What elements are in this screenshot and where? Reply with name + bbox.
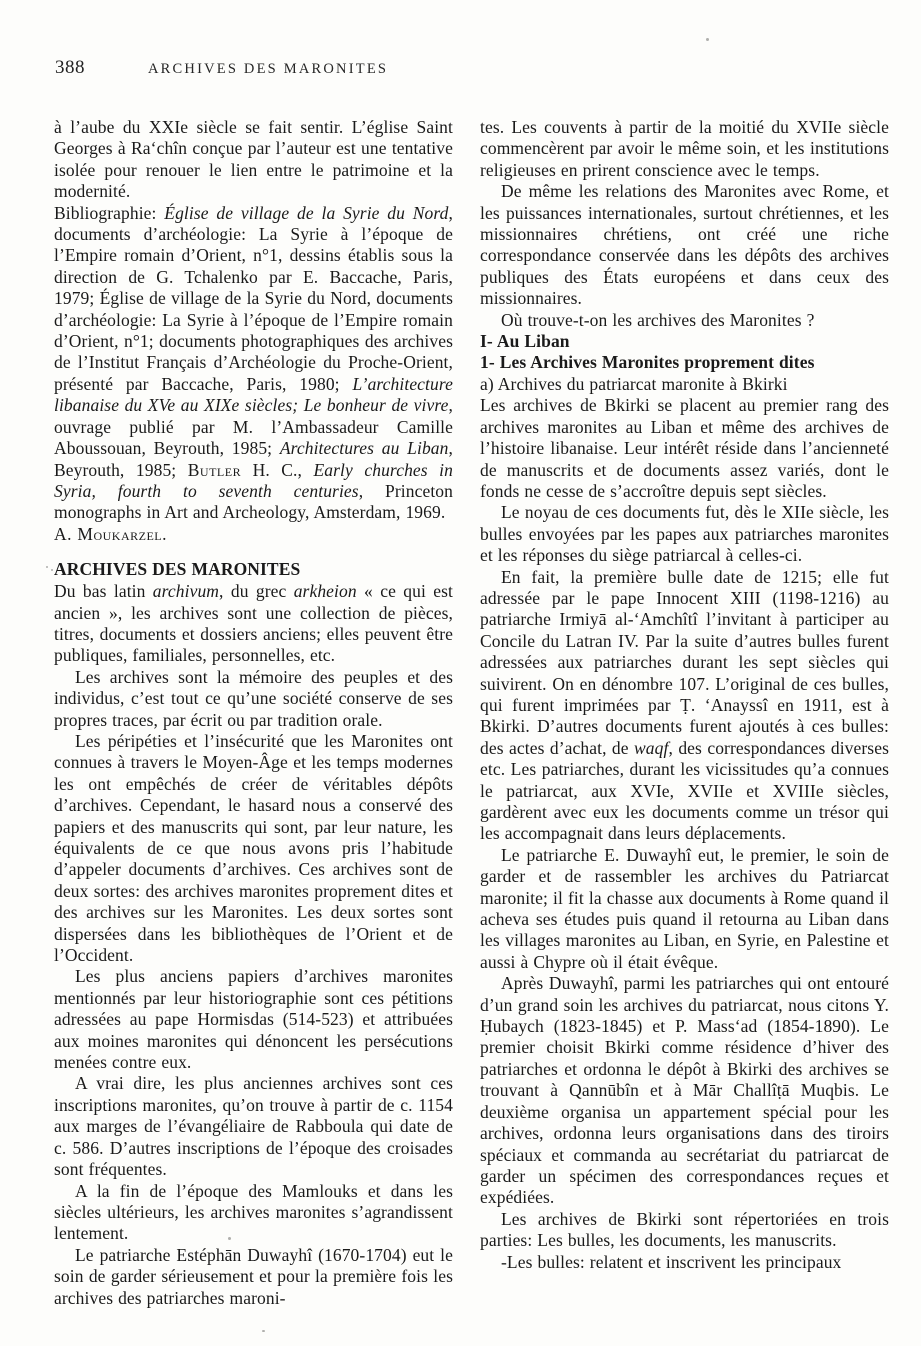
paragraph <box>54 1073 453 1180</box>
paragraph <box>54 1245 453 1309</box>
paragraph <box>480 181 889 309</box>
text-segment: tes. Les couvents à partir de la moitié du XVIIe siècle commencèrent par avoir le même soin, et les institutions religieuses en prirent conscience avec le temps. <box>480 117 889 180</box>
paragraph <box>480 567 889 845</box>
text-segment: , documents d’archéologie: La Syrie à l’époque de l’Empire romain d’Orient, n°1, dessins établis sous la direction de G. Tchalenko par E. Baccache, Paris, 1979; Église de village de la Syrie du Nord, documents d’archéologie: La Syrie à l’époque de l’Empire romain d’Orient, n°1; documents photographiques des archives de l’Institut Français d’Archéologie du Proche-Orient, présenté par Baccache, Paris, 1980; <box>54 202 453 394</box>
paragraph <box>54 966 453 1073</box>
paragraph <box>480 374 889 395</box>
text-segment: , Beyrouth, 1985; <box>54 438 453 480</box>
text-segment: Les plus anciens papiers d’archives maronites mentionnés par leur historiographie sont ces pétitions adressées au pape Hormisdas (514-523) et attribuées aux moines maronites qui dénoncent les persécutions menées contre eux. <box>54 966 453 1073</box>
scan-speck <box>228 1237 231 1240</box>
text-segment: De même les relations des Maronites avec Rome, et les puissances internationales, surtout chrétiennes, et les missionnaires chrétiens, ont créé une riche correspondance conservée dans les dépôts des archives publiques des États européens et dans ceux des missionnaires. <box>480 181 889 309</box>
text-segment: Architectures au Liban <box>279 438 449 459</box>
text-segment: Le patriarche E. Duwayhî eut, le premier, le soin de garder et de rassembler les archives du Patriarcat maronite; il fit la chasse aux documents à Rome quand il acheva ses études puis quand il retourna au Liban dans les villages maronites au Liban, en Syrie, en Palestine et aussi à Chypre où il était évêque. <box>480 844 889 972</box>
text-segment: , du grec <box>219 581 294 602</box>
text-segment: waqf <box>634 737 669 758</box>
text-segment: a) Archives du patriarcat maronite à Bkirki <box>480 373 788 394</box>
paragraph <box>480 502 889 566</box>
paragraph <box>54 731 453 966</box>
text-segment: H. C., <box>241 459 314 480</box>
text-segment: Early churches in Syria, fourth to seventh centuries <box>54 459 453 501</box>
text-segment: L’architecture libanaise du XVe au XIXe siècles; Le bonheur de vivre <box>54 373 453 416</box>
scan-speck <box>706 38 709 41</box>
paragraph <box>54 667 453 731</box>
text-segment: 1- Les Archives Maronites proprement dites <box>480 352 815 373</box>
text-segment: Bibliographie: <box>54 202 165 223</box>
text-segment: Les péripéties et l’insécurité que les Maronites ont connues à travers le Moyen-Âge et les temps modernes les ont empêchés de créer de véritables dépôts d’archives. Cependant, le hasard nous a conservé des papiers et des manuscrits qui sont, par leur nature, les équivalents de ce que nous avons pris l’habitude d’appeler documents d’archives. Ces archives sont de deux sortes: des archives maronites proprement dites et des archives sur les Maronites. Les deux sortes sont dispersées dans les bibliothèques de l’Orient et de l’Occident. <box>54 730 453 966</box>
page-header <box>55 57 388 79</box>
paragraph <box>480 310 889 331</box>
text-segment: « ce qui est ancien », les archives sont une collection de pièces, titres, documents et dossiers anciens; elles peuvent être publiques, familiales, personnelles, etc. <box>54 581 453 666</box>
text-segment: Les archives de Bkirki se placent au premier rang des archives maronites au Liban et même des archives de l’histoire libanaise. Leur intérêt réside dans l’ancienneté de manuscrits et de documents assez variés, dont le fonds ne cesse de s’accroître depuis sept siècles. <box>480 395 889 501</box>
subsection-heading <box>480 352 889 373</box>
text-segment: Où trouve-t-on les archives des Maronites ? <box>501 309 815 330</box>
text-segment: Du bas latin <box>54 581 153 602</box>
subsection-heading <box>480 331 889 352</box>
text-segment: , ouvrage publié par M. l’Ambassadeur Camille Aboussouan, Beyrouth, 1985; <box>54 395 453 459</box>
text-columns <box>54 117 889 1309</box>
paragraph <box>480 395 889 502</box>
text-segment: Après Duwayhî, parmi les patriarches qui ont entouré d’un grand soin les archives du patriarcat, nous citons Y. Ḥubaych (1823-1845) et P. Mass‘ad (1854-1890). Le premier choisit Bkirki comme résidence d’hiver des patriarches et ordonna le dépôt à Bkirki des archives se trouvant à Qannūbîn et à Mār Challîṭā Muqbis. Le deuxième organisa un appartement spécial pour les archives, ordonna leurs organisations dans des tiroirs spéciaux et commanda au secrétariat du patriarcat de garder un spécimen des correspondances reçues et expédiées. <box>480 973 889 1208</box>
paragraph <box>480 1209 889 1252</box>
bibliography <box>54 203 453 524</box>
text-segment: , des correspondances diverses etc. Les patriarches, durant les vicissitudes qu’a connues le patriarcat, aux XVIe, XVIIe et XVIIIe siècles, gardèrent avec eux les documents comme un trésor qui les accompagnait dans leurs déplacements. <box>480 737 889 844</box>
scan-speck <box>262 1330 265 1332</box>
paragraph <box>54 1181 453 1245</box>
right-column <box>480 117 889 1309</box>
scan-speck <box>51 569 53 571</box>
text-segment: à l’aube du XXIe siècle se fait sentir. L’église Saint Georges à Ra‘chîn conçue par l’auteur est une tentative isolée pour renouer le lien entre le patrimoine et la modernité. <box>54 117 453 202</box>
text-segment: Église de village de la Syrie du Nord <box>164 202 449 223</box>
section-heading <box>54 558 453 581</box>
paragraph <box>480 973 889 1208</box>
running-title: ARCHIVES DES MARONITES <box>148 61 389 77</box>
text-segment: , Princeton monographs in Art and Archeology, Amsterdam, 1969. <box>54 480 454 523</box>
text-segment: I- Au Liban <box>480 331 570 352</box>
text-segment: Le noyau de ces documents fut, dès le XIIe siècle, les bulles envoyées par les papes aux patriarches maronites et les réponses du siège patriarcal à celles-ci. <box>480 502 889 566</box>
scan-speck <box>46 566 48 568</box>
text-segment: arkheion <box>293 581 357 602</box>
paragraph <box>54 581 453 667</box>
text-segment: A vrai dire, les plus anciennes archives sont ces inscriptions maronites, qu’on trouve à partir de c. 1154 aux marges de l’évangéliaire de Rabboula qui date de c. 586. D’autres inscriptions de l’époque des croisades sont fréquentes. <box>54 1073 453 1180</box>
text-segment: A. Moukarzel. <box>54 523 167 544</box>
paragraph <box>480 1252 889 1273</box>
text-segment: Butler <box>187 459 242 480</box>
paragraph <box>480 117 889 181</box>
text-segment: Les archives de Bkirki sont répertoriées en trois parties: Les bulles, les documents, les manuscrits. <box>480 1208 889 1251</box>
text-segment: En fait, la première bulle date de 1215; elle fut adressée par le pape Innocent XIII (1198-1216) au patriarche Irmiyā al-‘Amchîtî l’invitant à participer au Concile du Latran IV. Par la suite d’autres bulles furent adressées aux patriarches durant les sept siècles qui suivirent. On en dénombre 107. L’original de ces bulles, qui furent imprimées par Ṭ. ‘Anayssî en 1911, est à Bkirki. D’autres documents furent ajoutés à ces bulles: des actes d’achat, de <box>480 566 889 758</box>
author-signature <box>54 524 453 545</box>
paragraph <box>54 117 453 203</box>
text-segment: Les archives sont la mémoire des peuples et des individus, c’est tout ce qu’une société conserve de ses propres traces, par écrit ou par tradition orale. <box>54 666 453 730</box>
left-column <box>54 117 453 1309</box>
text-segment: ARCHIVES DES MARONITES <box>54 559 301 580</box>
paragraph <box>480 845 889 973</box>
text-segment: A la fin de l’époque des Mamlouks et dans les siècles ultérieurs, les archives maronites s’agrandissent lentement. <box>54 1180 453 1244</box>
text-segment: Le patriarche Estéphān Duwayhî (1670-1704) eut le soin de garder sérieusement et pour la première fois les archives des patriarches maroni- <box>54 1244 453 1308</box>
page-number: 388 <box>55 57 85 78</box>
text-segment: archivum <box>152 581 220 602</box>
text-segment: -Les bulles: relatent et inscrivent les principaux <box>501 1251 842 1272</box>
